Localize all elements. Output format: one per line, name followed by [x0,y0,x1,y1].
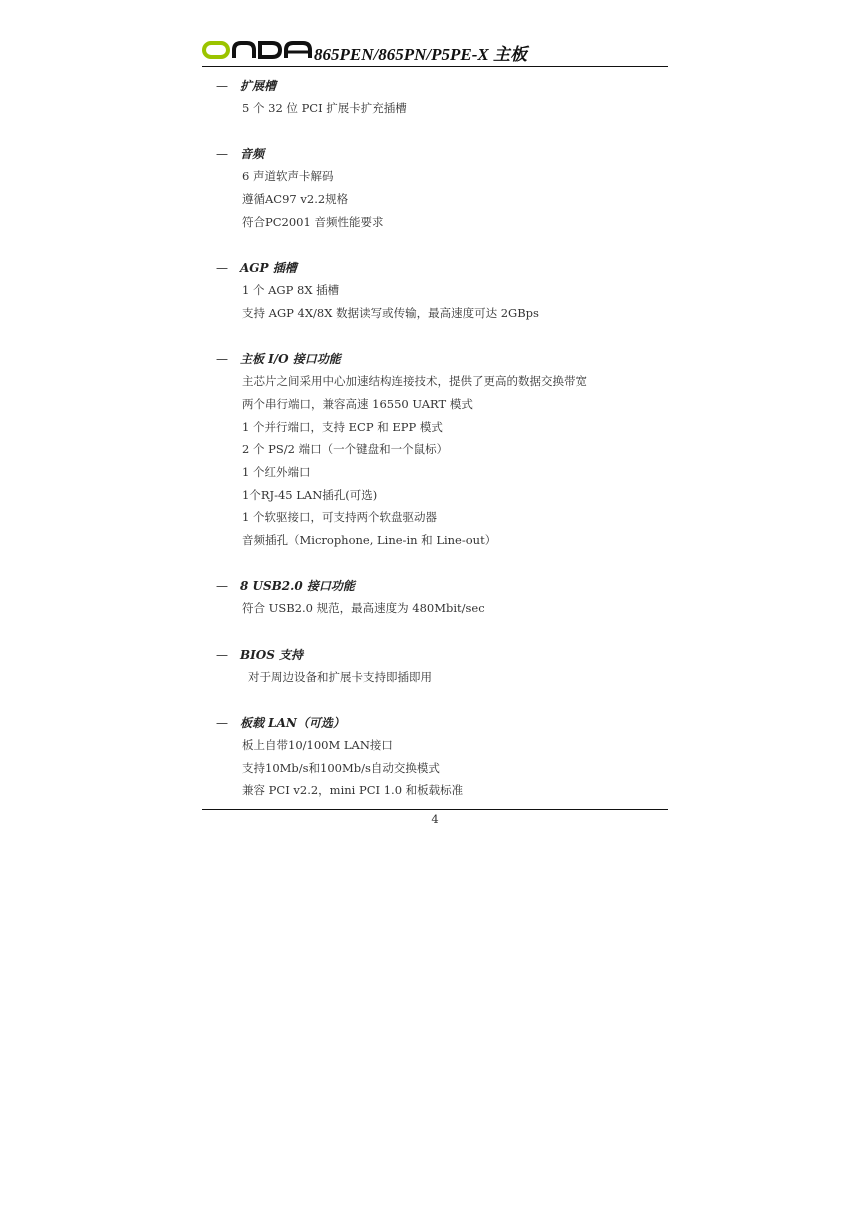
list-item: 音频插孔（Microphone, Line-in 和 Line-out） [242,533,497,547]
document-page [202,36,668,826]
list-item: 两个串行端口，兼容高速 16550 UART 模式 [242,397,473,411]
footer-divider [202,809,668,810]
section-title-expansion: — 扩展槽 [216,79,277,93]
list-item: 符合 USB2.0 规范，最高速度为 480Mbit/sec [242,601,485,615]
list-item: 对于周边设备和扩展卡支持即插即用 [248,670,432,684]
list-item: 符合PC2001 音频性能要求 [242,215,384,229]
list-item: 1 个红外端口 [242,465,311,479]
list-item: 6 声道软声卡解码 [242,169,334,183]
section-title-usb: — 8 USB2.0 接口功能 [216,579,355,593]
list-item: 1个RJ-45 LAN插孔(可选) [242,488,378,502]
section-title-agp: — AGP 插槽 [216,261,297,275]
section-title-bios: — BIOS 支持 [216,648,304,662]
list-item: 兼容 PCI v2.2，mini PCI 1.0 和板载标准 [242,783,464,797]
dash-marker: — [216,79,228,93]
page-number: 4 [431,812,439,826]
section-title-io: — 主板 I/O 接口功能 [216,352,341,366]
header-title: 865PEN/865PN/P5PE-X 主板 [314,45,527,64]
list-item: 5 个 32 位 PCI 扩展卡扩充插槽 [242,101,407,115]
onda-logo [202,40,314,60]
list-item: 2 个 PS/2 端口（一个键盘和一个鼠标） [242,442,449,456]
list-item: 1 个软驱接口，可支持两个软盘驱动器 [242,510,437,524]
section-title-audio: — 音频 [216,147,265,161]
dash-marker: — [216,716,228,730]
dash-marker: — [216,352,228,366]
list-item: 支持10Mb/s和100Mb/s自动交换模式 [242,761,440,775]
list-item: 1 个并行端口，支持 ECP 和 EPP 模式 [242,420,443,434]
dash-marker: — [216,147,228,161]
list-item: 支持 AGP 4X/8X 数据读写或传输，最高速度可达 2GBps [242,306,539,320]
list-item: 1 个 AGP 8X 插槽 [242,283,340,297]
dash-marker: — [216,648,228,662]
page-header [202,36,668,67]
list-item: 主芯片之间采用中心加速结构连接技术，提供了更高的数据交换带宽 [242,374,587,388]
dash-marker: — [216,579,228,593]
section-title-lan: — 板载 LAN（可选） [216,716,345,730]
list-item: 板上自带10/100M LAN接口 [242,738,393,752]
dash-marker: — [216,261,228,275]
list-item: 遵循AC97 v2.2规格 [242,192,349,206]
